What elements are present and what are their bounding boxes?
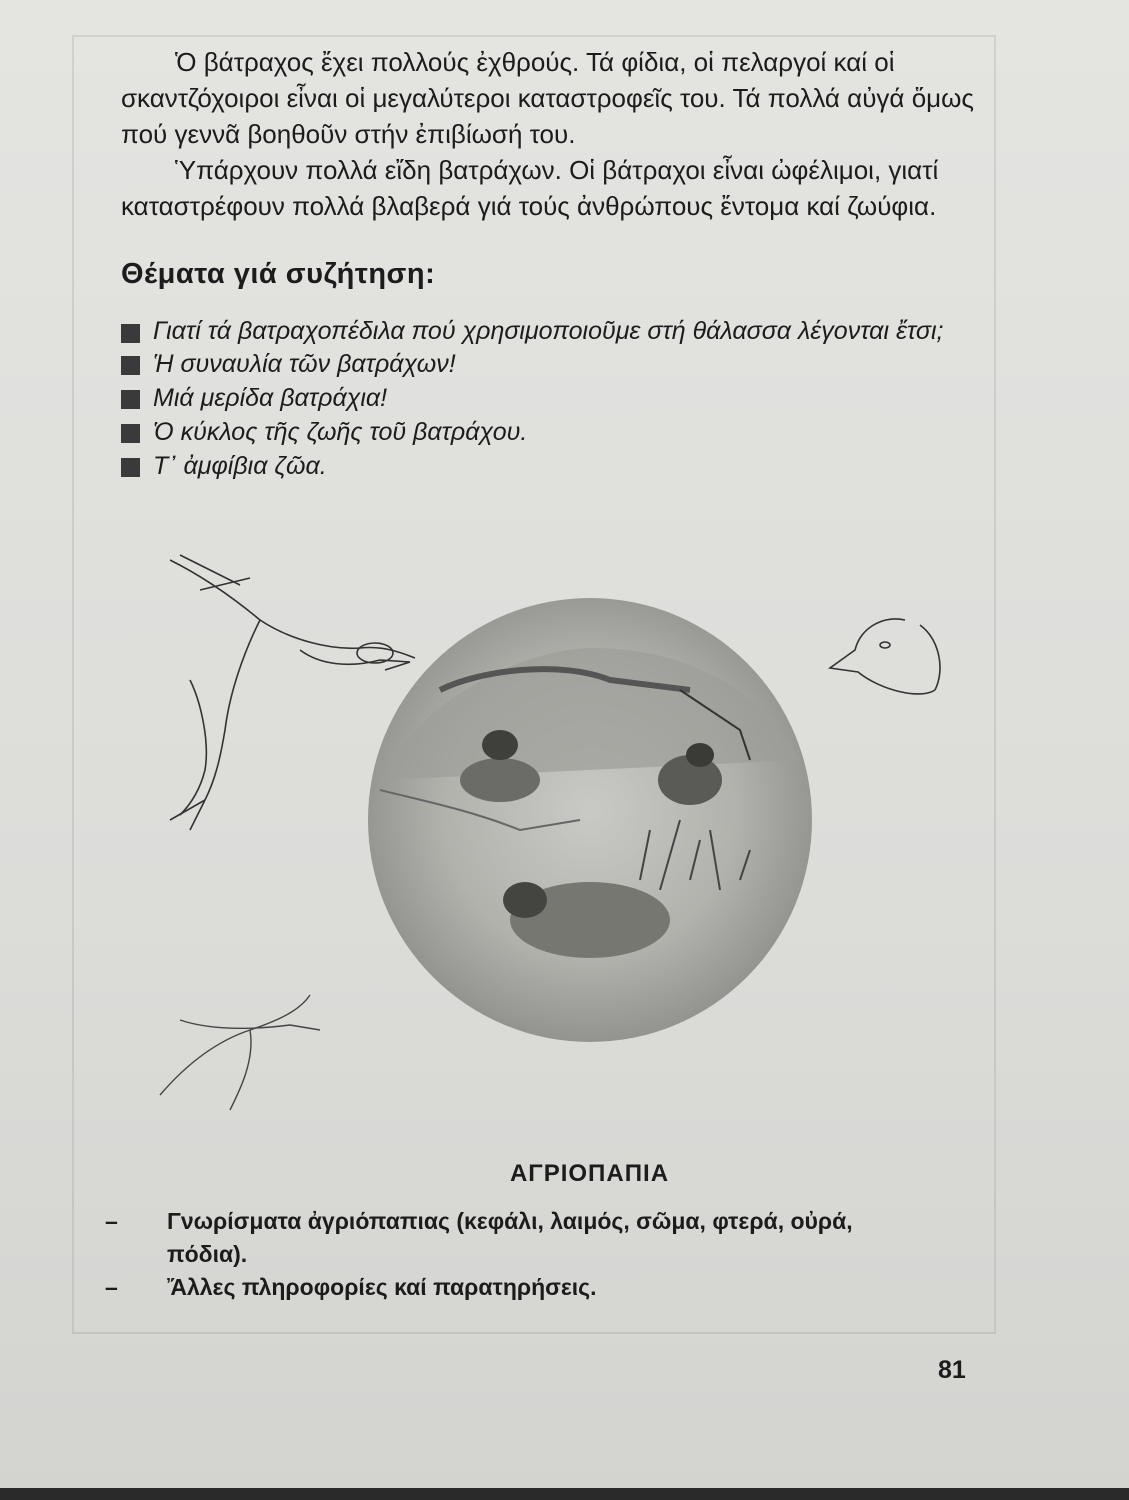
topic-item: Μιά μερίδα βατράχια! [121,381,1001,415]
observation-item: – Ἄλλες πληροφορίες καί παρατηρήσεις. [105,1274,597,1300]
topic-item: Γιατί τά βατραχοπέδιλα πού χρησιμοποιοῦμε στή θάλασσα λέγονται ἔτσι; [121,315,1001,347]
page-number: 81 [938,1356,966,1384]
bird-sketch [160,995,320,1110]
pond-scene [368,598,812,1042]
paragraph-frog-species: Ὑπάρχουν πολλά εἴδη βατράχων. Οἱ βάτραχοι εἶναι ὠφέλιμοι, γιατί καταστρέφουν πολλά βλαβερά γιά τούς ἀνθρώπους ἔντομα καί ζωύφια. [121,155,939,221]
book-edge [0,1488,1129,1500]
paragraph-frog-enemies: Ὁ βάτραχος ἔχει πολλούς ἐχθρούς. Τά φίδια, οἱ πελαργοί καί οἱ σκαντζόχοιροι εἶναι οἱ μεγαλύτεροι καταστροφεῖς του. Τά πολλά αὐγά ὅμως πού γεννᾶ βοηθοῦν στήν ἐπιβίωσή του. [121,47,974,149]
observation-list [105,1205,925,1304]
topic-item: Ὁ κύκλος τῆς ζωῆς τοῦ βατράχου. [121,415,1001,449]
topic-item: Ἡ συναυλία τῶν βατράχων! [121,347,1001,381]
topic-item: Τ᾽ ἀμφίβια ζῶα. [121,449,1001,483]
observation-item: – Γνωρίσματα ἀγριόπαπιας (κεφάλι, λαιμός, σῶμα, φτερά, οὐρά, πόδια). [105,1208,853,1267]
discussion-heading: Θέματα γιά συζήτηση: [121,258,436,290]
duck-head-sketch [830,619,940,694]
section-title: ΑΓΡΙΟΠΑΠΙΑ [509,1160,670,1187]
